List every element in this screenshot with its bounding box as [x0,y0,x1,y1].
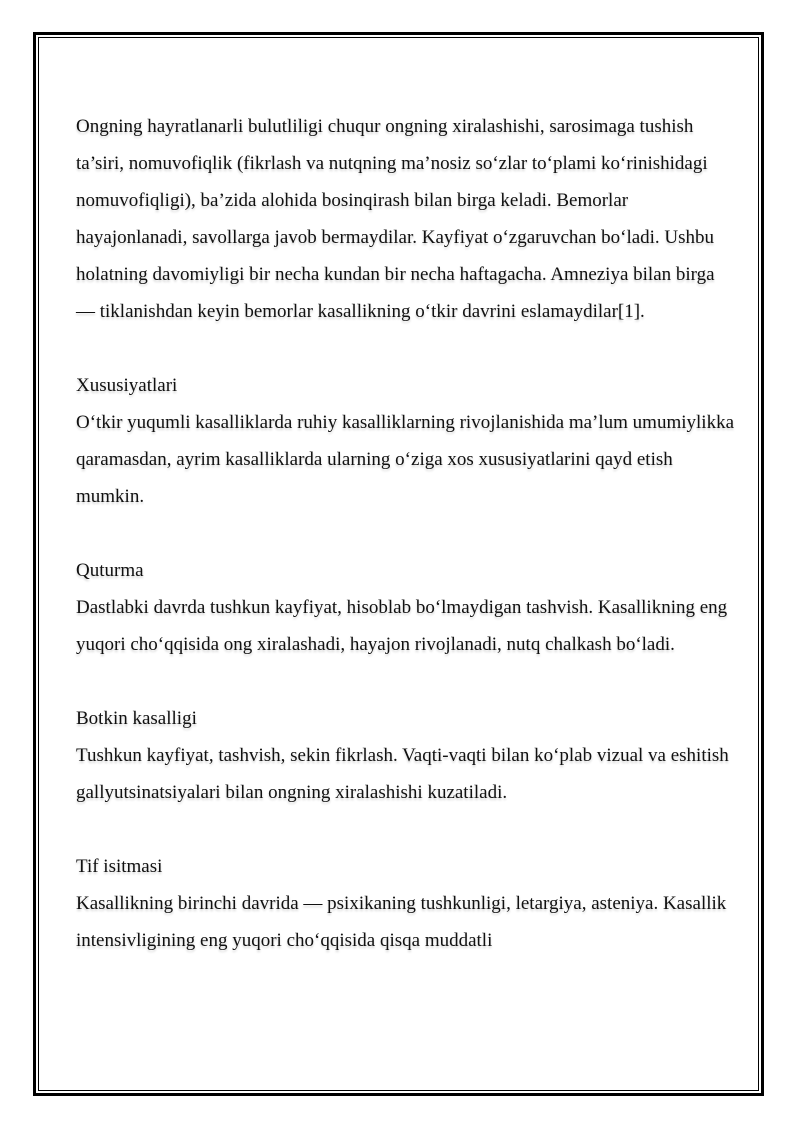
section-text-quturma: Dastlabki davrda tushkun kayfiyat, hisoblab bo‘lmaydigan tashvish. Kasallikning eng yuqori cho‘qqisida ong xiralashadi, hayajon rivojlanadi, nutq chalkash bo‘ladi. [76,597,728,655]
section-heading-tif-isitmasi: Tif isitmasi [76,856,163,877]
section-text-xususiyatlari: O‘tkir yuqumli kasalliklarda ruhiy kasalliklarning rivojlanishida ma’lum umumiylikka qaramasdan, ayrim kasalliklarda ularning o‘ziga xos xususiyatlarini qayd etish mumkin. [76,412,735,507]
section-heading-botkin-kasalligi: Botkin kasalligi [76,708,197,729]
spacer [76,330,736,367]
section-heading-xususiyatlari: Xususiyatlari [76,375,178,396]
section-text-botkin-kasalligi: Tushkun kayfiyat, tashvish, sekin fikrlash. Vaqti-vaqti bilan ko‘plab vizual va eshitish gallyutsinatsiyalari bilan ongning xiralashishi kuzatiladi. [76,745,729,803]
intro-paragraph: Ongning hayratlanarli bulutliligi chuqur ongning xiralashishi, sarosimaga tushish ta’siri, nomuvofiqlik (fikrlash va nutqning ma’nosiz so‘zlar to‘plami ko‘rinishidagi nomuvofiqligi), ba’zida alohida bosinqirash bilan birga keladi. Bemorlar hayajonlanadi, savollarga javob bermaydilar. Kayfiyat o‘zgaruvchan bo‘ladi. Ushbu holatning davomiyligi bir necha kundan bir necha haftagacha. Amneziya bilan birga — tiklanishdan keyin bemorlar kasallikning o‘tkir davrini eslamaydilar[1]. [76,116,715,322]
spacer [76,663,736,700]
document-body [76,108,736,959]
spacer [76,515,736,552]
section-text-tif-isitmasi: Kasallikning birinchi davrida — psixikaning tushkunligi, letargiya, asteniya. Kasallik intensivligining eng yuqori cho‘qqisida qisqa muddatli [76,893,727,951]
section-heading-quturma: Quturma [76,560,144,581]
spacer [76,811,736,848]
